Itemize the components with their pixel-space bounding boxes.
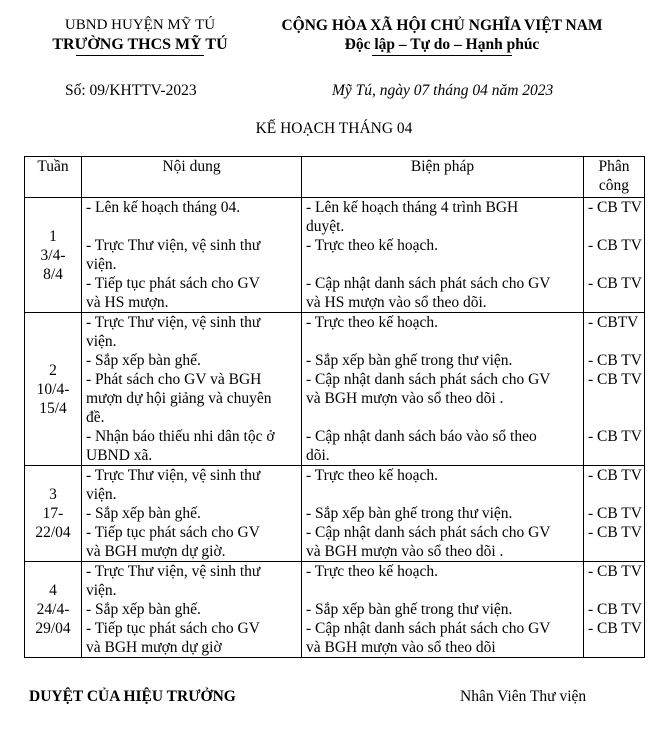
content-cell — [82, 466, 302, 562]
list-item — [306, 523, 581, 561]
content-line: - Nhận báo thiếu nhi dân tộc ở — [86, 428, 275, 445]
assignment-line: - CB TV — [588, 505, 642, 522]
assignment-line: - CB TV — [588, 620, 642, 637]
content-line: - Phát sách cho GV và BGH — [86, 371, 262, 388]
content-cell — [82, 562, 302, 658]
week-number: 1 — [49, 227, 57, 245]
list-item — [306, 619, 581, 657]
measure-line: dõi. — [306, 447, 330, 464]
week-cell — [25, 313, 82, 466]
list-item — [86, 351, 299, 370]
measure-cell — [302, 562, 584, 658]
week-cell — [25, 562, 82, 658]
measure-line: duyệt. — [306, 218, 345, 235]
list-item — [588, 370, 642, 427]
assignment-line: - CB TV — [588, 601, 642, 618]
content-line: - Trực Thư viện, vệ sinh thư — [86, 563, 261, 580]
week-cell — [25, 198, 82, 313]
measure-line: - Trực theo kế hoạch. — [306, 563, 438, 580]
content-line: - Sắp xếp bàn ghế. — [86, 601, 201, 618]
assignment-line: - CB TV — [588, 467, 642, 484]
list-item — [588, 562, 642, 600]
measure-line: và BGH mượn vào sổ theo dõi . — [306, 543, 504, 560]
assignment-line: - CB TV — [588, 275, 642, 292]
plan-table-body — [25, 198, 645, 658]
content-line: và HS mượn. — [86, 294, 169, 311]
list-item — [306, 600, 581, 619]
assignment-line: - CBTV — [588, 314, 639, 331]
page-title: KẾ HOẠCH THÁNG 04 — [255, 120, 413, 137]
list-item — [86, 370, 299, 427]
measure-line: - Cập nhật danh sách báo vào sổ theo — [306, 428, 537, 445]
content-line: - Tiếp tục phát sách cho GV — [86, 620, 260, 637]
week-dates: 29/04 — [35, 620, 71, 637]
list-item — [86, 427, 299, 465]
content-line: viện. — [86, 582, 117, 599]
content-line: đề. — [86, 409, 105, 426]
week-number: 3 — [49, 486, 57, 503]
measure-line: - Sắp xếp bàn ghế trong thư viện. — [306, 505, 513, 522]
week-dates: 8/4 — [43, 265, 63, 283]
content-line: - Tiếp tục phát sách cho GV — [86, 275, 260, 292]
measure-line: - Sắp xếp bàn ghế trong thư viện. — [306, 601, 513, 618]
content-line: và BGH mượn dự giờ — [86, 639, 222, 656]
measure-line: - Trực theo kế hoạch. — [306, 314, 438, 331]
list-item — [306, 370, 581, 427]
list-item — [588, 504, 642, 523]
plan-table — [24, 156, 645, 658]
list-item — [588, 274, 642, 312]
content-line: - Tiếp tục phát sách cho GV — [86, 524, 260, 541]
week-dates: 22/04 — [35, 524, 71, 541]
measure-line: - Trực theo kế hoạch. — [306, 467, 438, 484]
org-school: TRƯỜNG THCS MỸ TÚ — [52, 36, 228, 53]
nation-header — [252, 16, 632, 56]
org-district: UBND HUYỆN MỸ TÚ — [64, 17, 216, 33]
week-dates: 24/4- — [36, 601, 70, 618]
assignment-line: - CB TV — [588, 371, 642, 388]
list-item — [86, 600, 299, 619]
list-item — [588, 236, 642, 274]
week-dates: 10/4- — [36, 380, 70, 398]
assignment-line: - CB TV — [588, 428, 642, 445]
table-row — [25, 198, 645, 313]
list-item — [86, 562, 299, 600]
assignment-line: - CB TV — [588, 524, 642, 541]
measure-line: - Cập nhật danh sách phát sách cho GV — [306, 371, 551, 388]
measure-line: và BGH mượn vào sổ theo dõi — [306, 639, 496, 656]
measure-cell — [302, 466, 584, 562]
measure-line: - Trực theo kế hoạch. — [306, 237, 438, 254]
list-item — [588, 619, 642, 657]
measure-line: và BGH mượn vào sổ theo dõi . — [306, 390, 504, 407]
list-item — [306, 504, 581, 523]
assignment-line: - CB TV — [588, 352, 642, 369]
week-dates: 3/4- — [40, 246, 66, 264]
content-line: mượn dự hội giảng và chuyên — [86, 390, 272, 407]
nation-motto: Độc lập – Tự do – Hạnh phúc — [344, 36, 540, 53]
column-header-measure: Biện pháp — [302, 157, 584, 198]
content-line: - Sắp xếp bàn ghế. — [86, 352, 201, 369]
table-row — [25, 466, 645, 562]
list-item — [588, 198, 642, 236]
week-dates: 15/4 — [39, 399, 67, 417]
list-item — [588, 466, 642, 504]
content-cell — [82, 313, 302, 466]
content-cell — [82, 198, 302, 313]
list-item — [306, 198, 581, 236]
list-item — [86, 236, 299, 274]
list-item — [306, 562, 581, 600]
table-row — [25, 562, 645, 658]
assignment-line: - CB TV — [588, 237, 642, 254]
measure-cell — [302, 313, 584, 466]
assignment-line: - CB TV — [588, 563, 642, 580]
document-number: Số: 09/KHTTV-2023 — [65, 82, 197, 99]
measure-line: - Cập nhật danh sách phát sách cho GV — [306, 275, 551, 292]
assignment-cell — [584, 466, 645, 562]
content-line: - Sắp xếp bàn ghế. — [86, 505, 201, 522]
list-item — [86, 313, 299, 351]
content-line: - Trực Thư viện, vệ sinh thư — [86, 314, 261, 331]
assignment-line: - CB TV — [588, 199, 642, 216]
measure-line: - Cập nhật danh sách phát sách cho GV — [306, 620, 551, 637]
nation-name: CỘNG HÒA XÃ HỘI CHỦ NGHĨA VIỆT NAM — [281, 17, 603, 34]
document-date: Mỹ Tú, ngày 07 tháng 04 năm 2023 — [332, 82, 554, 99]
measure-cell — [302, 198, 584, 313]
week-number: 4 — [49, 582, 57, 599]
assignment-cell — [584, 562, 645, 658]
list-item — [588, 427, 642, 465]
week-dates: 17- — [42, 505, 64, 522]
measure-line: - Cập nhật danh sách phát sách cho GV — [306, 524, 551, 541]
list-item — [588, 600, 642, 619]
list-item — [306, 466, 581, 504]
list-item — [306, 351, 581, 370]
content-line: - Trực Thư viện, vệ sinh thư — [86, 467, 261, 484]
week-number: 2 — [49, 361, 57, 379]
org-underline — [76, 55, 204, 56]
list-item — [588, 351, 642, 370]
content-line: viện. — [86, 486, 117, 503]
list-item — [588, 523, 642, 561]
content-line: UBND xã. — [86, 447, 153, 464]
list-item — [86, 198, 299, 236]
table-header-row — [25, 157, 645, 198]
signer-label: Nhân Viên Thư viện — [460, 688, 587, 705]
content-line: viện. — [86, 333, 117, 350]
org-header — [28, 16, 252, 56]
measure-line: và HS mượn vào sổ theo dõi. — [306, 294, 487, 311]
list-item — [306, 274, 581, 312]
list-item — [306, 313, 581, 351]
measure-line: - Lên kế hoạch tháng 4 trình BGH — [306, 199, 519, 216]
list-item — [86, 504, 299, 523]
list-item — [86, 619, 299, 657]
content-line: - Trực Thư viện, vệ sinh thư — [86, 237, 261, 254]
motto-underline — [372, 55, 512, 56]
list-item — [588, 313, 642, 351]
table-row — [25, 313, 645, 466]
list-item — [306, 236, 581, 274]
column-header-content: Nội dung — [82, 157, 302, 198]
content-line: và BGH mượn dự giờ. — [86, 543, 226, 560]
week-cell — [25, 466, 82, 562]
list-item — [306, 427, 581, 465]
content-line: viện. — [86, 256, 117, 273]
content-line: - Lên kế hoạch tháng 04. — [86, 199, 241, 216]
assignment-cell — [584, 313, 645, 466]
column-header-week: Tuần — [25, 157, 82, 198]
approval-signature-label: DUYỆT CỦA HIỆU TRƯỞNG — [29, 688, 236, 705]
list-item — [86, 274, 299, 312]
list-item — [86, 523, 299, 561]
measure-line: - Sắp xếp bàn ghế trong thư viện. — [306, 352, 513, 369]
list-item — [86, 466, 299, 504]
assignment-cell — [584, 198, 645, 313]
column-header-assignment: Phân công — [584, 157, 645, 198]
